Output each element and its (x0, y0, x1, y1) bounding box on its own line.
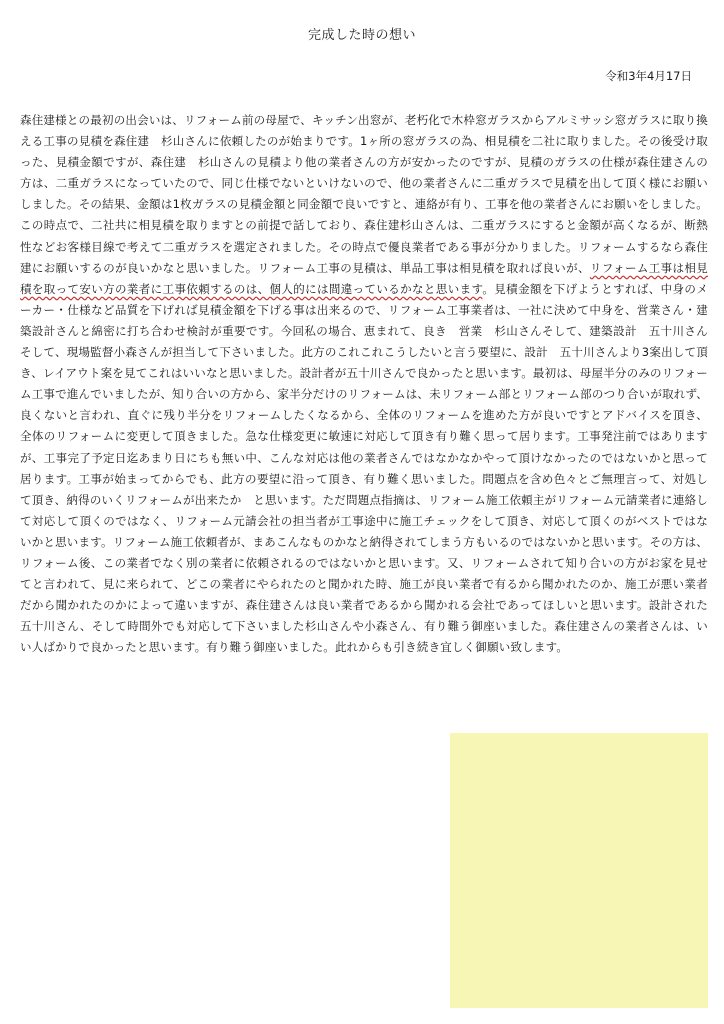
page-title: 完成した時の想い (307, 28, 416, 43)
body-text-part-1: 森住建様との最初の出会いは、リフォーム前の母屋で、キッチン出窓が、老朽化で木枠窓ガラスからアルミサッシ窓ガラスに取り換える工事の見積を森住建 杉山さんに依頼したのが始まりです。1ヶ所の窓ガラスの為、相見積を二社に取りました。その後受け取った、見積金額ですが、森住建 杉山さんの見積より他の業者さんの方が安かったのですが、見積のガラスの仕様が森住建さんの方は、二重ガラスになっていたので、同じ仕様でないといけないので、他の業者さんに二重ガラスで見積を出して頂く様にお願いしました。その結果、金額は1枚ガラスの見積金額と同金額で良いですと、連絡が有り、工事を他の業者さんにお願いをしました。この時点で、二社共に相見積を取りますとの前提で話しており、森住建杉山さんは、二重ガラスにすると金額が高くなるが、断熱性などお客様目線で考えて二重ガラスを選定されました。その時点で優良業者である事が分かりました。リフォームするなら森住建にお願いするのが良いかなと思いました。リフォーム工事の見積は、単品工事は相見積を取れば良いが、 (20, 113, 708, 275)
sticky-note (450, 733, 708, 1008)
underlined-text: リフォーム工事は相見積を取って安い方の業者に工事依頼するのは、個人的には間違っているかなと思います (20, 260, 708, 296)
body-text-part-2: 。見積金額を下げようとすれば、中身のメーカー・仕様など品質を下げれば見積金額を下げる事は出来るので、リフォーム工事業者は、一社に決めて中身を、営業さん・建築設計さんと綿密に打ち合わせ検討が重要です。今回私の場合、恵まれて、良き 営業 杉山さんそして、建築設計 五十川さん そして、現場監督小森さんが担当して下さいました。此方のこれこれこうしたいと言う要望に、設計 五十川さんより3案出して頂き、レイアウト案を見てこれはいいなと思いました。設計者が五十川さんで良かったと思います。最初は、母屋半分のみのリフォーム工事で進んでいましたが、知り合いの方から、家半分だけのリフォームは、未リフォーム部とリフォーム部のつり合いが取れず、良くないと言われ、直ぐに残り半分をリフォームしたくなるから、全体のリフォームを進めた方が良いですとアドバイスを頂き、全体のリフォームに変更して頂きました。急な仕様変更に敏速に対応して頂き有り難く思って居ります。工事発注前ではありますが、工事完了予定日迄あまり日にちも無い中、こんな対応は他の業者さんではなかなかやって頂けなかったのではないかと思って居ります。工事が始まってからでも、此方の要望に沿って頂き、有り難く思いました。問題点を含め色々とご無理言って、対処して頂き、納得のいくリフォームが出来たか と思います。ただ問題点指摘は、リフォーム施工依頼主がリフォーム元請業者に連絡して対応して頂くのではなく、リフォーム元請会社の担当者が工事途中に施工チェックをして頂き、対応して頂くのがベストではないかと思います。リフォーム施工依頼者が、まあこんなものかなと納得されてしまう方もいるのではないかと思います。その方は、リフォーム後、この業者でなく別の業者に依頼されるのではないかと思います。又、リフォームされて知り合いの方がお家を見せてと言われて、見に来られて、どこの業者にやられたのと聞かれた時、施工が良い業者で有るから聞かれたのか、施工が悪い業者だから聞かれたのかによって違いますが、森住建さんは良い業者であるから聞かれる会社であってほしいと思います。設計された五十川さん、そして時間外でも対応して下さいました杉山さんや小森さん、有り難う御座いました。森住建さんの業者さんは、いい人ばかりで良かったと思います。有り難う御座いました。此れからも引き続き宜しく御願い致します。 (20, 281, 720, 655)
body-paragraph (20, 110, 720, 658)
document-date: 令和3年4月17日 (605, 69, 692, 83)
